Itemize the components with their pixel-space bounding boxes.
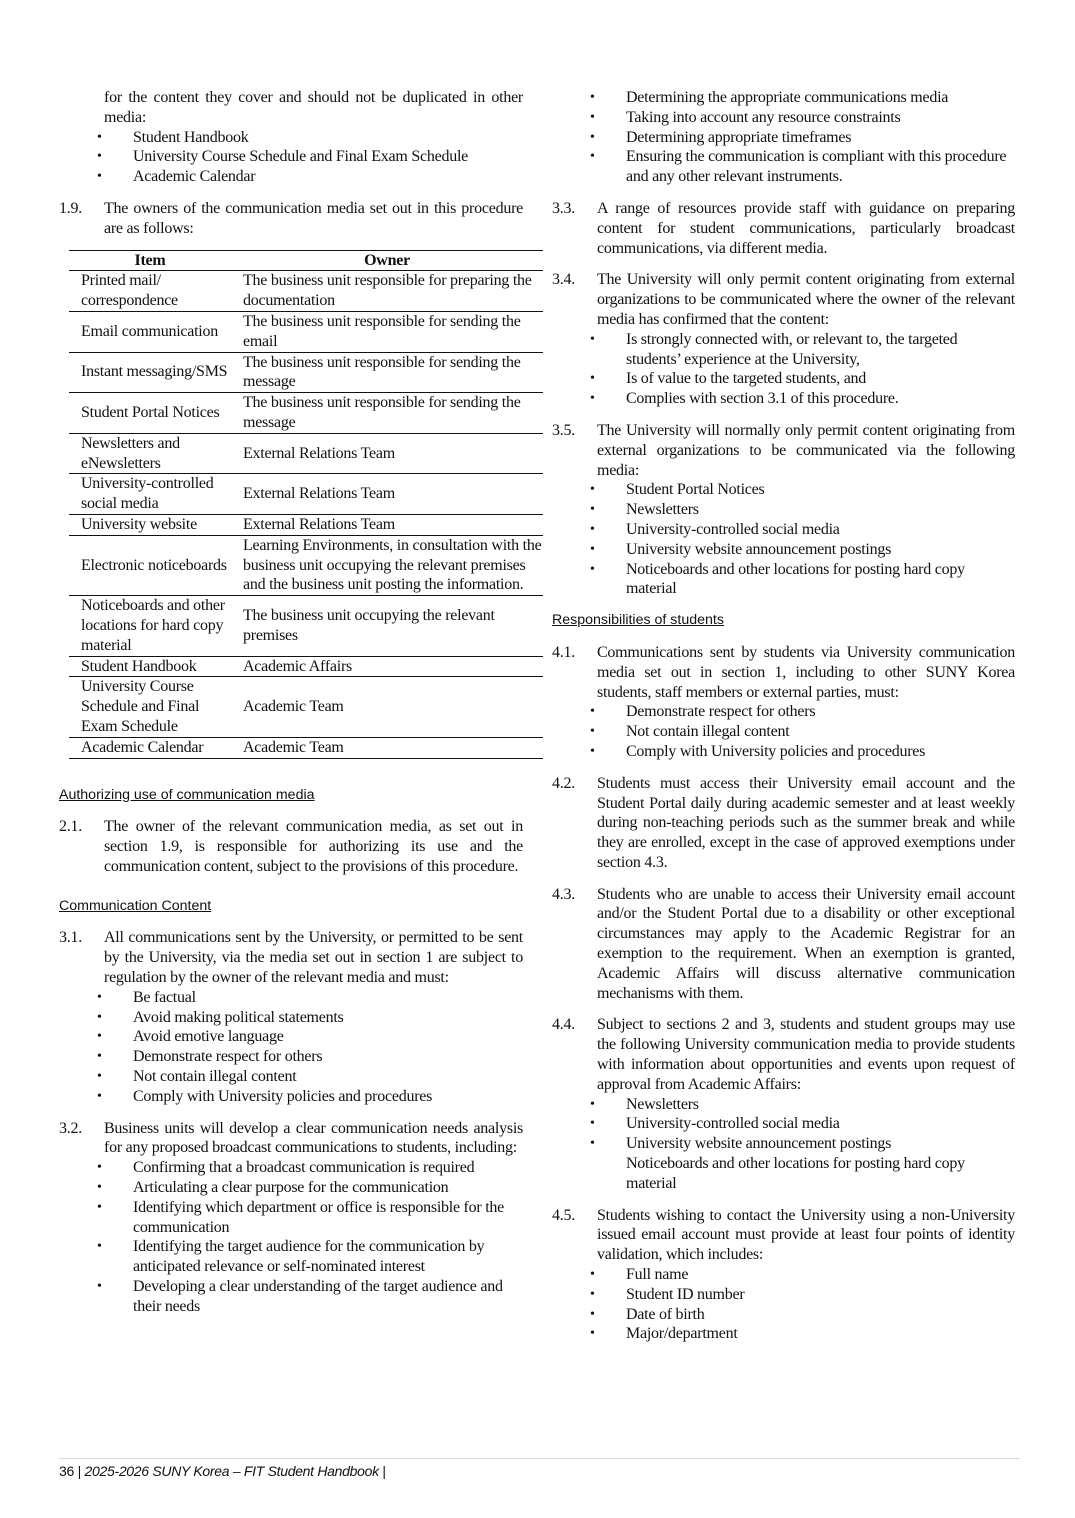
list-item: • Be factual bbox=[133, 988, 523, 1008]
list-item: • Demonstrate respect for others bbox=[133, 1047, 523, 1067]
item-cell: Email communication bbox=[69, 311, 231, 352]
item-cell: Newsletters and eNewsletters bbox=[69, 433, 231, 474]
heading-authorizing-use: Authorizing use of communication media bbox=[59, 786, 315, 803]
section-number: 4.4. bbox=[552, 1016, 575, 1034]
list-item: • Avoid making political statements bbox=[133, 1008, 523, 1028]
item-cell: University Course Schedule and Final Exam Schedule bbox=[69, 677, 231, 737]
owner-cell: The business unit responsible for sending the message bbox=[231, 352, 543, 393]
section-number: 3.1. bbox=[59, 929, 82, 947]
footer-separator: | bbox=[73, 1463, 85, 1479]
column-header-item: Item bbox=[69, 250, 231, 271]
section-text: The owner of the relevant communication media, as set out in section 1.9, is responsible for authorizing its use and the communication content, subject to the provisions of this procedure. bbox=[104, 818, 523, 875]
media-owners-table bbox=[69, 250, 543, 759]
list-item: • University Course Schedule and Final Exam Schedule bbox=[133, 147, 523, 167]
list-item: • Developing a clear understanding of the target audience and their needs bbox=[133, 1277, 523, 1317]
section-1-9 bbox=[59, 199, 523, 239]
section-number: 4.1. bbox=[552, 643, 575, 661]
column-header-owner: Owner bbox=[231, 250, 543, 271]
section-3-3 bbox=[552, 199, 1015, 258]
table-row bbox=[69, 677, 543, 737]
section-3-5 bbox=[552, 421, 1015, 480]
list-item: • Ensuring the communication is compliant with this procedure and any other relevant instruments. bbox=[626, 147, 1015, 187]
item-cell: University-controlled social media bbox=[69, 474, 231, 515]
right-column bbox=[552, 88, 1015, 1344]
list-item: • Noticeboards and other locations for posting hard copy material bbox=[626, 560, 1015, 600]
section-text: Subject to sections 2 and 3, students and student groups may use the following University communication media to provide students with information about opportunities and events upon request of approval from Academic Affairs: bbox=[597, 1016, 1015, 1093]
section-3-2-bullets bbox=[59, 1158, 523, 1316]
owner-cell: Academic Affairs bbox=[231, 656, 543, 677]
section-text: All communications sent by the University, or permitted to be sent by the University, via the media set out in section 1 are subject to regulation by the owner of the relevant media and must: bbox=[104, 929, 523, 987]
footer-trailing-separator: | bbox=[378, 1463, 386, 1479]
section-3-1 bbox=[59, 928, 523, 987]
section-number: 4.2. bbox=[552, 774, 575, 792]
section-number: 3.3. bbox=[552, 199, 575, 217]
section-3-4-bullets bbox=[552, 330, 1015, 409]
list-item: • Full name bbox=[626, 1265, 1015, 1285]
owner-cell: Academic Team bbox=[231, 737, 543, 758]
owner-cell: External Relations Team bbox=[231, 433, 543, 474]
section-number: 3.2. bbox=[59, 1119, 82, 1137]
section-number: 3.4. bbox=[552, 271, 575, 289]
section-text: The University will only permit content originating from external organizations to be communicated where the owner of the relevant media has confirmed that the content: bbox=[597, 271, 1015, 328]
section-text: The owners of the communication media set out in this procedure are as follows: bbox=[104, 199, 523, 237]
section-text: Students must access their University email account and the Student Portal daily during academic semester and at least weekly during non-teaching periods such as the summer break and while they are enrolled, except in the case of approved exemptions under section 4.3. bbox=[597, 774, 1015, 871]
list-item: • Identifying which department or office is responsible for the communication bbox=[133, 1198, 523, 1238]
left-column bbox=[59, 88, 542, 1317]
table-row bbox=[69, 271, 543, 312]
section-4-5 bbox=[552, 1206, 1015, 1265]
list-item: • Identifying the target audience for the communication by anticipated relevance or self-nominated interest bbox=[133, 1237, 523, 1277]
list-item: • Student ID number bbox=[626, 1285, 1015, 1305]
owner-cell: The business unit responsible for preparing the documentation bbox=[231, 271, 543, 312]
section-number: 3.5. bbox=[552, 421, 575, 439]
table-row bbox=[69, 737, 543, 758]
item-cell: Printed mail/ correspondence bbox=[69, 271, 231, 312]
item-cell: Student Handbook bbox=[69, 656, 231, 677]
intro-bullet-list bbox=[59, 128, 523, 187]
owner-cell: Learning Environments, in consultation with the business unit occupying the relevant premises and the business unit posting the information. bbox=[231, 535, 543, 595]
list-item: • Taking into account any resource constraints bbox=[626, 108, 1015, 128]
section-text: Communications sent by students via University communication media set out in section 1, including to other SUNY Korea students, staff members or external parties, must: bbox=[597, 643, 1015, 701]
section-text: The University will normally only permit content originating from external organizations to be communicated via the following media: bbox=[597, 421, 1015, 479]
list-item: • Complies with section 3.1 of this procedure. bbox=[626, 389, 1015, 409]
section-4-1 bbox=[552, 643, 1015, 702]
section-4-4-bullets bbox=[552, 1095, 1015, 1194]
table-row bbox=[69, 433, 543, 474]
section-4-1-bullets bbox=[552, 702, 1015, 761]
list-item: Noticeboards and other locations for posting hard copy material bbox=[626, 1155, 965, 1192]
section-text: A range of resources provide staff with guidance on preparing content for student communications, particularly broadcast communications, via different media. bbox=[597, 199, 1015, 257]
page-number: 36 bbox=[59, 1463, 74, 1479]
owner-cell: The business unit responsible for sending the message bbox=[231, 393, 543, 434]
list-item: • Newsletters bbox=[626, 500, 1015, 520]
section-text: Students wishing to contact the University using a non-University issued email account must provide at least four points of identity validation, which includes: bbox=[597, 1206, 1015, 1264]
table-row bbox=[69, 311, 543, 352]
section-number: 4.3. bbox=[552, 885, 575, 903]
section-3-2-continued-bullets bbox=[552, 88, 1015, 187]
owner-cell: External Relations Team bbox=[231, 514, 543, 535]
table-row bbox=[69, 656, 543, 677]
section-3-4 bbox=[552, 270, 1015, 329]
owner-cell: Academic Team bbox=[231, 677, 543, 737]
list-item: • University-controlled social media bbox=[626, 1114, 1015, 1134]
list-item: • Is strongly connected with, or relevant to, the targeted students’ experience at the University, bbox=[626, 330, 1015, 370]
item-cell: Instant messaging/SMS bbox=[69, 352, 231, 393]
table-header-row bbox=[69, 250, 543, 271]
owner-cell: External Relations Team bbox=[231, 474, 543, 515]
list-item: • Avoid emotive language bbox=[133, 1027, 523, 1047]
owner-cell: The business unit occupying the relevant premises bbox=[231, 596, 543, 656]
list-item: • Academic Calendar bbox=[133, 167, 523, 187]
list-item: • Newsletters bbox=[626, 1095, 1015, 1115]
section-text: Students who are unable to access their University email account and/or the Student Portal due to a disability or other exceptional circumstances may apply to the Academic Registrar for an exemption to the requirement. When an exemption is granted, Academic Affairs will discuss alternative communication mechanisms with them. bbox=[597, 885, 1015, 1002]
owner-cell: The business unit responsible for sending the email bbox=[231, 311, 543, 352]
section-number: 2.1. bbox=[59, 818, 82, 836]
section-3-5-bullets bbox=[552, 480, 1015, 599]
list-item: • Not contain illegal content bbox=[133, 1067, 523, 1087]
section-3-2 bbox=[59, 1119, 523, 1159]
item-cell: Academic Calendar bbox=[69, 737, 231, 758]
list-item: • University-controlled social media bbox=[626, 520, 1015, 540]
list-item: • Demonstrate respect for others bbox=[626, 702, 1015, 722]
list-item: • Is of value to the targeted students, and bbox=[626, 369, 1015, 389]
table-row bbox=[69, 596, 543, 656]
list-item: • Determining the appropriate communications media bbox=[626, 88, 1015, 108]
section-4-2 bbox=[552, 774, 1015, 873]
list-item: • Comply with University policies and procedures bbox=[626, 742, 1015, 762]
table-row bbox=[69, 535, 543, 595]
list-item: • Determining appropriate timeframes bbox=[626, 128, 1015, 148]
item-cell: University website bbox=[69, 514, 231, 535]
table-row bbox=[69, 514, 543, 535]
item-cell: Electronic noticeboards bbox=[69, 535, 231, 595]
page-footer bbox=[59, 1458, 1020, 1479]
section-2-1 bbox=[59, 817, 523, 876]
section-number: 4.5. bbox=[552, 1206, 575, 1224]
item-cell: Noticeboards and other locations for hard copy material bbox=[69, 596, 231, 656]
table-row bbox=[69, 393, 543, 434]
footer-document-title: 2025-2026 SUNY Korea – FIT Student Handbook bbox=[84, 1463, 379, 1479]
table-row bbox=[69, 474, 543, 515]
list-item: • Date of birth bbox=[626, 1305, 1015, 1325]
section-number: 1.9. bbox=[59, 199, 82, 217]
section-3-1-bullets bbox=[59, 988, 523, 1107]
list-item: • Comply with University policies and procedures bbox=[133, 1087, 523, 1107]
section-text: Business units will develop a clear communication needs analysis for any proposed broadcast communications to students, including: bbox=[104, 1119, 523, 1157]
list-item: • University website announcement postings bbox=[626, 540, 1015, 560]
list-item: • Confirming that a broadcast communication is required bbox=[133, 1158, 523, 1178]
section-4-3 bbox=[552, 885, 1015, 1004]
list-item: • University website announcement postings bbox=[626, 1134, 1015, 1154]
section-4-5-bullets bbox=[552, 1265, 1015, 1344]
heading-communication-content: Communication Content bbox=[59, 897, 212, 914]
section-4-4 bbox=[552, 1015, 1015, 1094]
list-item: • Not contain illegal content bbox=[626, 722, 1015, 742]
list-item: • Major/department bbox=[626, 1324, 1015, 1344]
list-item: • Student Portal Notices bbox=[626, 480, 1015, 500]
intro-continuation: for the content they cover and should not be duplicated in other media: bbox=[104, 89, 523, 126]
item-cell: Student Portal Notices bbox=[69, 393, 231, 434]
list-item: • Articulating a clear purpose for the communication bbox=[133, 1178, 523, 1198]
table-row bbox=[69, 352, 543, 393]
list-item: • Student Handbook bbox=[133, 128, 523, 148]
heading-responsibilities-of-students: Responsibilities of students bbox=[552, 612, 724, 629]
